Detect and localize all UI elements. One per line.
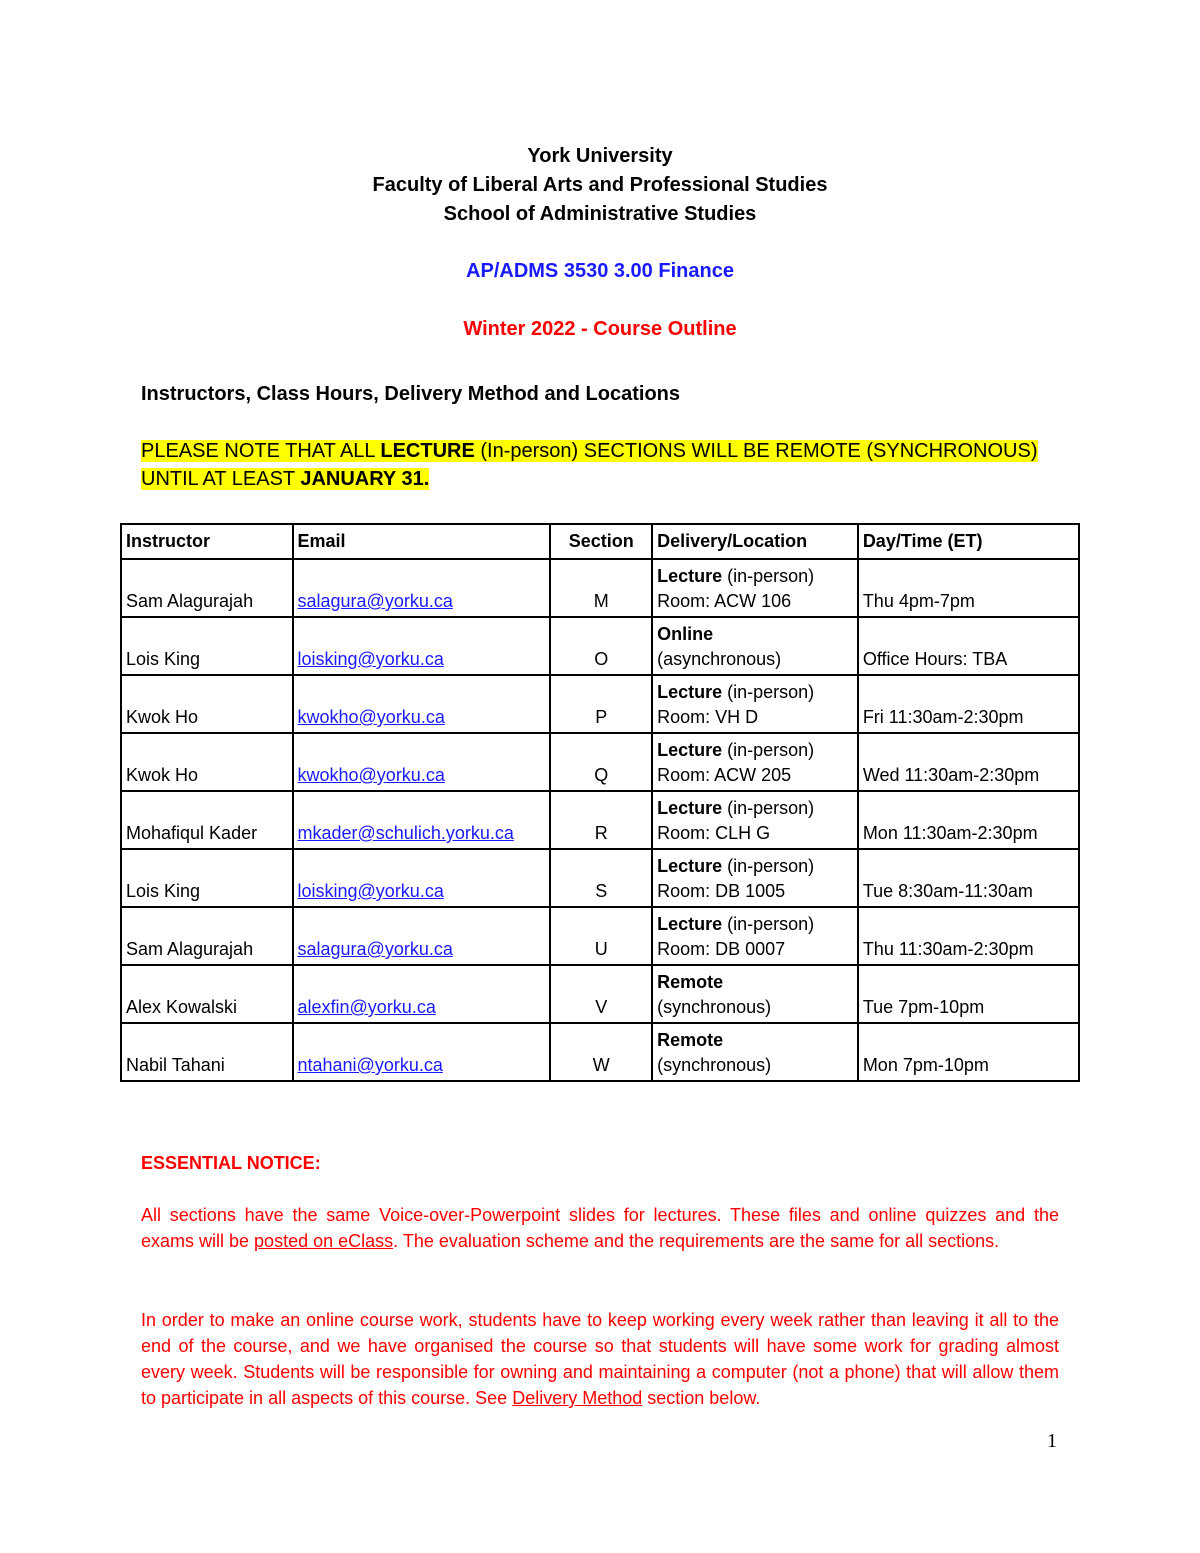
daytime-cell: Tue 7pm-10pm: [858, 965, 1079, 1023]
daytime-cell: Wed 11:30am-2:30pm: [858, 733, 1079, 791]
section-cell: Q: [550, 733, 652, 791]
section-cell: S: [550, 849, 652, 907]
delivery-type: Online: [657, 624, 714, 644]
email-link[interactable]: salagura@yorku.ca: [297, 939, 453, 959]
delivery-detail: Room: VH D: [657, 707, 759, 727]
email-cell: [293, 733, 551, 791]
delivery-type-note: (in-person): [722, 682, 815, 702]
notice-part2: LECTURE: [380, 440, 475, 462]
table-row: [121, 907, 1079, 965]
instructor-cell: Sam Alagurajah: [121, 907, 293, 965]
daytime-cell: Mon 11:30am-2:30pm: [858, 791, 1079, 849]
section-cell: U: [550, 907, 652, 965]
delivery-type: Remote: [657, 972, 724, 992]
notice-part4: UNTIL AT LEAST: [141, 468, 301, 490]
delivery-cell: [652, 675, 858, 733]
instructor-cell: Lois King: [121, 617, 293, 675]
delivery-type-note: (in-person): [722, 856, 815, 876]
table-row: [121, 559, 1079, 617]
essential-paragraph-2: In order to make an online course work, students have to keep working every week rather than leaving it all to the end of the course, and we have organised the course so that students will have some work for grading almost every week. Students will be responsible for owning and maintaining a computer (not a phone) that will allow them to participate in all aspects of this course. See Delivery Method section below.: [141, 1310, 1059, 1408]
section-heading: Instructors, Class Hours, Delivery Method and Locations: [141, 383, 681, 405]
essential-notice-title: ESSENTIAL NOTICE:: [141, 1153, 321, 1173]
email-cell: [293, 1023, 551, 1081]
delivery-detail: Room: ACW 106: [657, 591, 792, 611]
table-row: [121, 791, 1079, 849]
course-title: AP/ADMS 3530 3.00 Finance: [466, 260, 734, 282]
delivery-type: Lecture: [657, 682, 723, 702]
delivery-cell: [652, 1023, 858, 1081]
notice-part3: (In-person) SECTIONS WILL BE REMOTE (SYNCHRONOUS): [474, 440, 1038, 462]
col-header-instructor: Instructor: [121, 524, 293, 559]
essential-paragraph-1: All sections have the same Voice-over-Powerpoint slides for lectures. These files and online quizzes and the exams will be posted on eClass. The evaluation scheme and the requirements are the same for all sections.: [141, 1205, 1059, 1251]
schedule-table: [120, 523, 1080, 1082]
delivery-detail: (synchronous): [657, 1055, 772, 1075]
delivery-type-note: (in-person): [722, 566, 815, 586]
university-name: York University: [527, 145, 673, 167]
delivery-type-note: (in-person): [722, 798, 815, 818]
email-link[interactable]: ntahani@yorku.ca: [297, 1055, 443, 1075]
delivery-detail: Room: DB 0007: [657, 939, 786, 959]
delivery-cell: [652, 907, 858, 965]
email-link[interactable]: alexfin@yorku.ca: [297, 997, 436, 1017]
delivery-type: Lecture: [657, 740, 723, 760]
notice-part1: PLEASE NOTE THAT ALL: [141, 440, 381, 462]
delivery-type: Lecture: [657, 566, 723, 586]
delivery-type-note: (in-person): [722, 740, 815, 760]
delivery-cell: [652, 733, 858, 791]
school-name: School of Administrative Studies: [443, 203, 757, 225]
daytime-cell: Thu 4pm-7pm: [858, 559, 1079, 617]
delivery-cell: [652, 791, 858, 849]
delivery-type: Lecture: [657, 914, 723, 934]
instructor-cell: Sam Alagurajah: [121, 559, 293, 617]
email-link[interactable]: salagura@yorku.ca: [297, 591, 453, 611]
notice-part5: JANUARY 31.: [300, 468, 430, 490]
email-cell: [293, 907, 551, 965]
email-cell: [293, 559, 551, 617]
email-link[interactable]: loisking@yorku.ca: [297, 649, 444, 669]
daytime-cell: Mon 7pm-10pm: [858, 1023, 1079, 1081]
faculty-name: Faculty of Liberal Arts and Professional Studies: [372, 174, 828, 196]
eclass-link[interactable]: posted on eClass: [254, 1231, 394, 1251]
instructor-cell: Kwok Ho: [121, 733, 293, 791]
remote-notice: [141, 437, 1038, 493]
email-cell: [293, 849, 551, 907]
email-link[interactable]: loisking@yorku.ca: [297, 881, 444, 901]
delivery-type-note: (in-person): [722, 914, 815, 934]
delivery-detail: Room: CLH G: [657, 823, 771, 843]
email-link[interactable]: mkader@schulich.yorku.ca: [297, 823, 514, 843]
col-header-email: Email: [293, 524, 551, 559]
delivery-cell: [652, 617, 858, 675]
daytime-cell: Thu 11:30am-2:30pm: [858, 907, 1079, 965]
section-cell: P: [550, 675, 652, 733]
section-cell: R: [550, 791, 652, 849]
daytime-cell: Fri 11:30am-2:30pm: [858, 675, 1079, 733]
section-cell: M: [550, 559, 652, 617]
section-cell: W: [550, 1023, 652, 1081]
instructor-cell: Mohafiqul Kader: [121, 791, 293, 849]
email-cell: [293, 675, 551, 733]
table-row: [121, 849, 1079, 907]
email-cell: [293, 617, 551, 675]
email-cell: [293, 965, 551, 1023]
section-cell: V: [550, 965, 652, 1023]
delivery-detail: Room: DB 1005: [657, 881, 786, 901]
delivery-type: Lecture: [657, 798, 723, 818]
page-number: 1: [1047, 1430, 1057, 1452]
delivery-method-link[interactable]: Delivery Method: [512, 1388, 643, 1408]
section-cell: O: [550, 617, 652, 675]
email-link[interactable]: kwokho@yorku.ca: [297, 707, 445, 727]
instructor-cell: Lois King: [121, 849, 293, 907]
delivery-detail: (asynchronous): [657, 649, 782, 669]
daytime-cell: Tue 8:30am-11:30am: [858, 849, 1079, 907]
table-row: [121, 675, 1079, 733]
delivery-cell: [652, 559, 858, 617]
delivery-cell: [652, 965, 858, 1023]
daytime-cell: Office Hours: TBA: [858, 617, 1079, 675]
email-cell: [293, 791, 551, 849]
delivery-type: Remote: [657, 1030, 724, 1050]
table-row: [121, 965, 1079, 1023]
delivery-detail: (synchronous): [657, 997, 772, 1017]
delivery-detail: Room: ACW 205: [657, 765, 792, 785]
table-header-row: [121, 524, 1079, 559]
delivery-cell: [652, 849, 858, 907]
table-row: [121, 617, 1079, 675]
table-row: [121, 1023, 1079, 1081]
table-row: [121, 733, 1079, 791]
instructor-cell: Alex Kowalski: [121, 965, 293, 1023]
instructor-cell: Kwok Ho: [121, 675, 293, 733]
col-header-delivery: Delivery/Location: [652, 524, 858, 559]
term-title: Winter 2022 - Course Outline: [463, 318, 737, 340]
col-header-daytime: Day/Time (ET): [858, 524, 1079, 559]
table-body: [121, 559, 1079, 1081]
email-link[interactable]: kwokho@yorku.ca: [297, 765, 445, 785]
instructor-cell: Nabil Tahani: [121, 1023, 293, 1081]
col-header-section: Section: [550, 524, 652, 559]
delivery-type: Lecture: [657, 856, 723, 876]
